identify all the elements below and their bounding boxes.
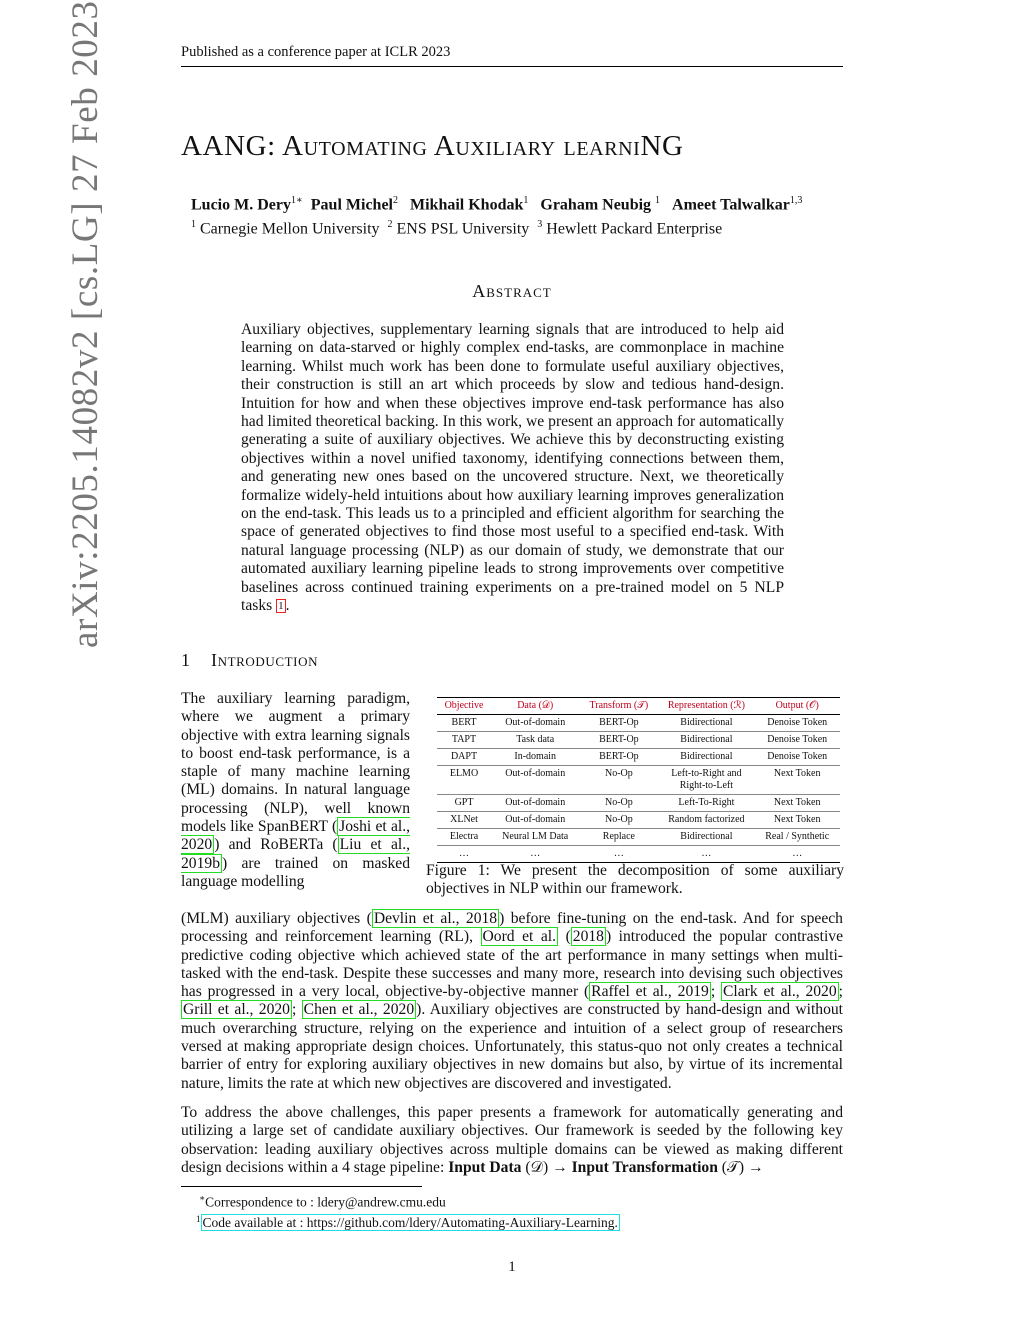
table-cell: Replace	[579, 829, 658, 846]
table-cell: Bidirectional	[658, 732, 754, 749]
table-cell: Bidirectional	[658, 749, 754, 766]
intro-paragraph-2	[181, 1104, 843, 1177]
table-cell: …	[491, 846, 579, 863]
footnote-link[interactable]: 1	[278, 600, 284, 613]
author-sup: 2	[393, 195, 398, 206]
paper-title: AANG: Automating Auxiliary learniNG	[181, 130, 684, 162]
author-names	[191, 191, 881, 215]
intro-bold-term: Input Transformation	[571, 1158, 718, 1176]
table-cell: No-Op	[579, 766, 658, 795]
footnote-text: Correspondence to : ldery@andrew.cmu.edu	[205, 1194, 446, 1210]
table-header-cell: Transform (𝒯)	[579, 698, 658, 715]
table-row	[437, 732, 840, 749]
table-cell: DAPT	[437, 749, 491, 766]
table-row	[437, 749, 840, 766]
table-cell: Left-to-Right and Right-to-Left	[658, 766, 754, 795]
table-cell: XLNet	[437, 812, 491, 829]
author-name: Lucio M. Dery	[191, 196, 291, 214]
table-cell: No-Op	[579, 795, 658, 812]
table-cell: …	[437, 846, 491, 863]
table-header-cell: Output (𝒪)	[754, 698, 840, 715]
table-cell: Next Token	[754, 766, 840, 795]
table-cell: Real / Synthetic	[754, 829, 840, 846]
intro-text: ) before fine-tuning on the end-task. And for speech processing and reinforcement learning (RL),	[181, 910, 843, 946]
table-header-cell: Objective	[437, 698, 491, 715]
section-heading	[181, 650, 318, 671]
citation-link[interactable]: 2018	[572, 928, 604, 946]
footnote-divider	[181, 1186, 422, 1187]
intro-bold-term: Input Data	[448, 1158, 522, 1176]
table-row	[437, 846, 840, 863]
table-cell: Next Token	[754, 795, 840, 812]
table-cell: …	[754, 846, 840, 863]
table-row	[437, 812, 840, 829]
table-cell: Next Token	[754, 812, 840, 829]
affiliation: ENS PSL University	[396, 220, 530, 238]
intro-text: ;	[710, 983, 722, 1001]
intro-text: (MLM) auxiliary objectives (	[181, 910, 372, 927]
table-row	[437, 715, 840, 732]
table-cell: BERT	[437, 715, 491, 732]
citation-link[interactable]: Liu et al., 2019b	[181, 836, 410, 872]
intro-text: ) and RoBERTa (	[214, 836, 338, 854]
citation-link[interactable]: Raffel et al., 2019	[591, 983, 709, 1001]
table-cell: Bidirectional	[658, 715, 754, 732]
decomposition-table	[437, 697, 840, 863]
table-cell: Neural LM Data	[491, 829, 579, 846]
table-cell: Out-of-domain	[491, 715, 579, 732]
aff-sup: 2	[387, 219, 393, 231]
table-cell: Out-of-domain	[491, 795, 579, 812]
intro-math: (𝒯) →	[717, 1158, 764, 1176]
table-cell: Denoise Token	[754, 749, 840, 766]
intro-text: ;	[291, 1001, 302, 1019]
citation-link[interactable]: Chen et al., 2020	[303, 1001, 415, 1019]
author-sup: 1∗	[290, 195, 303, 206]
author-sup: 1,3	[789, 195, 803, 206]
table-cell: BERT-Op	[579, 749, 658, 766]
table-header-cell: Data (𝒟)	[491, 698, 579, 715]
author-name: Paul Michel	[310, 196, 393, 214]
footnotes	[196, 1190, 839, 1231]
footnote-correspondence	[199, 1190, 839, 1211]
citation-link[interactable]: Oord et al.	[482, 928, 557, 946]
table-cell: ELMO	[437, 766, 491, 795]
table-cell: Out-of-domain	[491, 812, 579, 829]
table-cell: Task data	[491, 732, 579, 749]
table-cell: Random factorized	[658, 812, 754, 829]
table-cell: Denoise Token	[754, 715, 840, 732]
intro-paragraph-1	[181, 910, 843, 1093]
author-name: Ameet Talwalkar	[672, 196, 790, 214]
aff-sup: 1	[191, 219, 196, 231]
author-block	[181, 191, 881, 240]
table-cell: In-domain	[491, 749, 579, 766]
section-number: 1	[181, 650, 191, 670]
table-cell: TAPT	[437, 732, 491, 749]
table-cell: BERT-Op	[579, 715, 658, 732]
table-cell: No-Op	[579, 812, 658, 829]
arxiv-sidebar-stamp: arXiv:2205.14082v2 [cs.LG] 27 Feb 2023	[65, 0, 106, 648]
intro-text: (	[558, 928, 571, 946]
intro-text: ). Auxiliary objectives are constructed by hand-design and without much overarching structure, relying on the experience and intuition of a select group of researchers versed at making appropriate design choices. Unfortunately, this status-quo not only creates a technical barrier of entry for exploring auxiliary objectives in new domains but also, by virtue of its incremental nature, limits the rate at which new objectives are discovered and investigated.	[181, 1001, 843, 1092]
affiliation: Carnegie Mellon University	[200, 220, 380, 238]
running-header: Published as a conference paper at ICLR 2023	[181, 44, 843, 67]
affiliation: Hewlett Packard Enterprise	[546, 220, 723, 238]
table-cell: BERT-Op	[579, 732, 658, 749]
table-row	[437, 795, 840, 812]
citation-link[interactable]: Grill et al., 2020	[183, 1001, 290, 1019]
intro-text: ) introduced the popular contrastive predictive coding objective which achieved state of the art performance in many settings when multi-tasked with the end-task. Despite these successes and many more, research into devising such objectives has progressed in a very local, objective-by-objective manner (	[181, 928, 843, 1001]
author-sup: 1	[523, 195, 529, 206]
table-cell: GPT	[437, 795, 491, 812]
table-cell: Denoise Token	[754, 732, 840, 749]
intro-math: (𝒟) →	[521, 1158, 572, 1176]
abstract-text	[241, 321, 784, 616]
citation-link[interactable]: Clark et al., 2020	[723, 983, 837, 1001]
section-title: Introduction	[211, 650, 319, 670]
aff-sup: 3	[537, 219, 543, 231]
table-row	[437, 766, 840, 795]
author-name: Mikhail Khodak	[410, 196, 524, 214]
footnote-mark: ∗	[199, 1193, 206, 1203]
code-link[interactable]: Code available at : https://github.com/ldery/Automating-Auxiliary-Learning.	[202, 1215, 618, 1230]
intro-wrapped-column	[181, 690, 410, 891]
footnote-code	[196, 1211, 839, 1232]
abstract-heading: Abstract	[472, 281, 552, 301]
page-number: 1	[508, 1259, 516, 1275]
intro-text: ) are trained on masked language modelling	[181, 854, 410, 890]
citation-link[interactable]: Joshi et al., 2020	[181, 818, 410, 854]
intro-text: To address the above challenges, this paper presents a framework for automatically generating and utilizing a large set of candidate auxiliary objectives. Our framework is seeded by the following key observation: leading auxiliary objectives across multiple domains can be viewed as making different design decisions within a 4 stage pipeline:	[181, 1104, 843, 1176]
author-name: Graham Neubig	[540, 196, 652, 214]
table-row	[437, 829, 840, 846]
table-cell: Electra	[437, 829, 491, 846]
table-cell: Out-of-domain	[491, 766, 579, 795]
table-cell: Bidirectional	[658, 829, 754, 846]
table-cell: …	[579, 846, 658, 863]
intro-text: The auxiliary learning paradigm, where we augment a primary objective with extra learning signals to boost end-task performance, is a staple of many machine learning (ML) domains. In natural language processing (NLP), well known models like SpanBERT (	[181, 690, 410, 836]
table-header-cell: Representation (ℛ)	[658, 698, 754, 715]
figure-caption: Figure 1: We present the decomposition of some auxiliary objectives in NLP within our framework.	[426, 862, 844, 898]
citation-link[interactable]: Devlin et al., 2018	[373, 910, 498, 927]
intro-text: ;	[838, 983, 843, 1001]
author-sup: 1	[655, 195, 661, 206]
abstract-end: .	[285, 597, 290, 615]
abstract-body: Auxiliary objectives, supplementary learning signals that are introduced to help aid learning on data-starved or highly complex end-tasks, are commonplace in machine learning. Whilst much work has been done to formulate useful auxiliary objectives, their construction is still an art which proceeds by slow and tedious hand-design. Intuition for how and when these objectives improve end-task performance has also had limited theoretical backing. In this work, we present an approach for automatically generating a suite of auxiliary objectives. We achieve this by deconstructing existing objectives within a novel unified taxonomy, identifying connections between them, and generating new ones based on the uncovered structure. Next, we theoretically formalize widely-held intuitions about how auxiliary learning improves generalization on the end-task. This leads us to a principled and efficient algorithm for searching the space of generated objectives to find those most useful to a specified end-task. With natural language processing (NLP) as our domain of study, we demonstrate that our automated auxiliary learning pipeline leads to strong improvements over competitive baselines across continued training experiments on a pre-trained model on 5 NLP tasks	[241, 321, 784, 615]
table-header-row	[437, 698, 840, 715]
affiliations	[191, 215, 881, 239]
table-cell: Left-To-Right	[658, 795, 754, 812]
footnote-mark: 1	[196, 1213, 201, 1224]
table-cell: …	[658, 846, 754, 863]
